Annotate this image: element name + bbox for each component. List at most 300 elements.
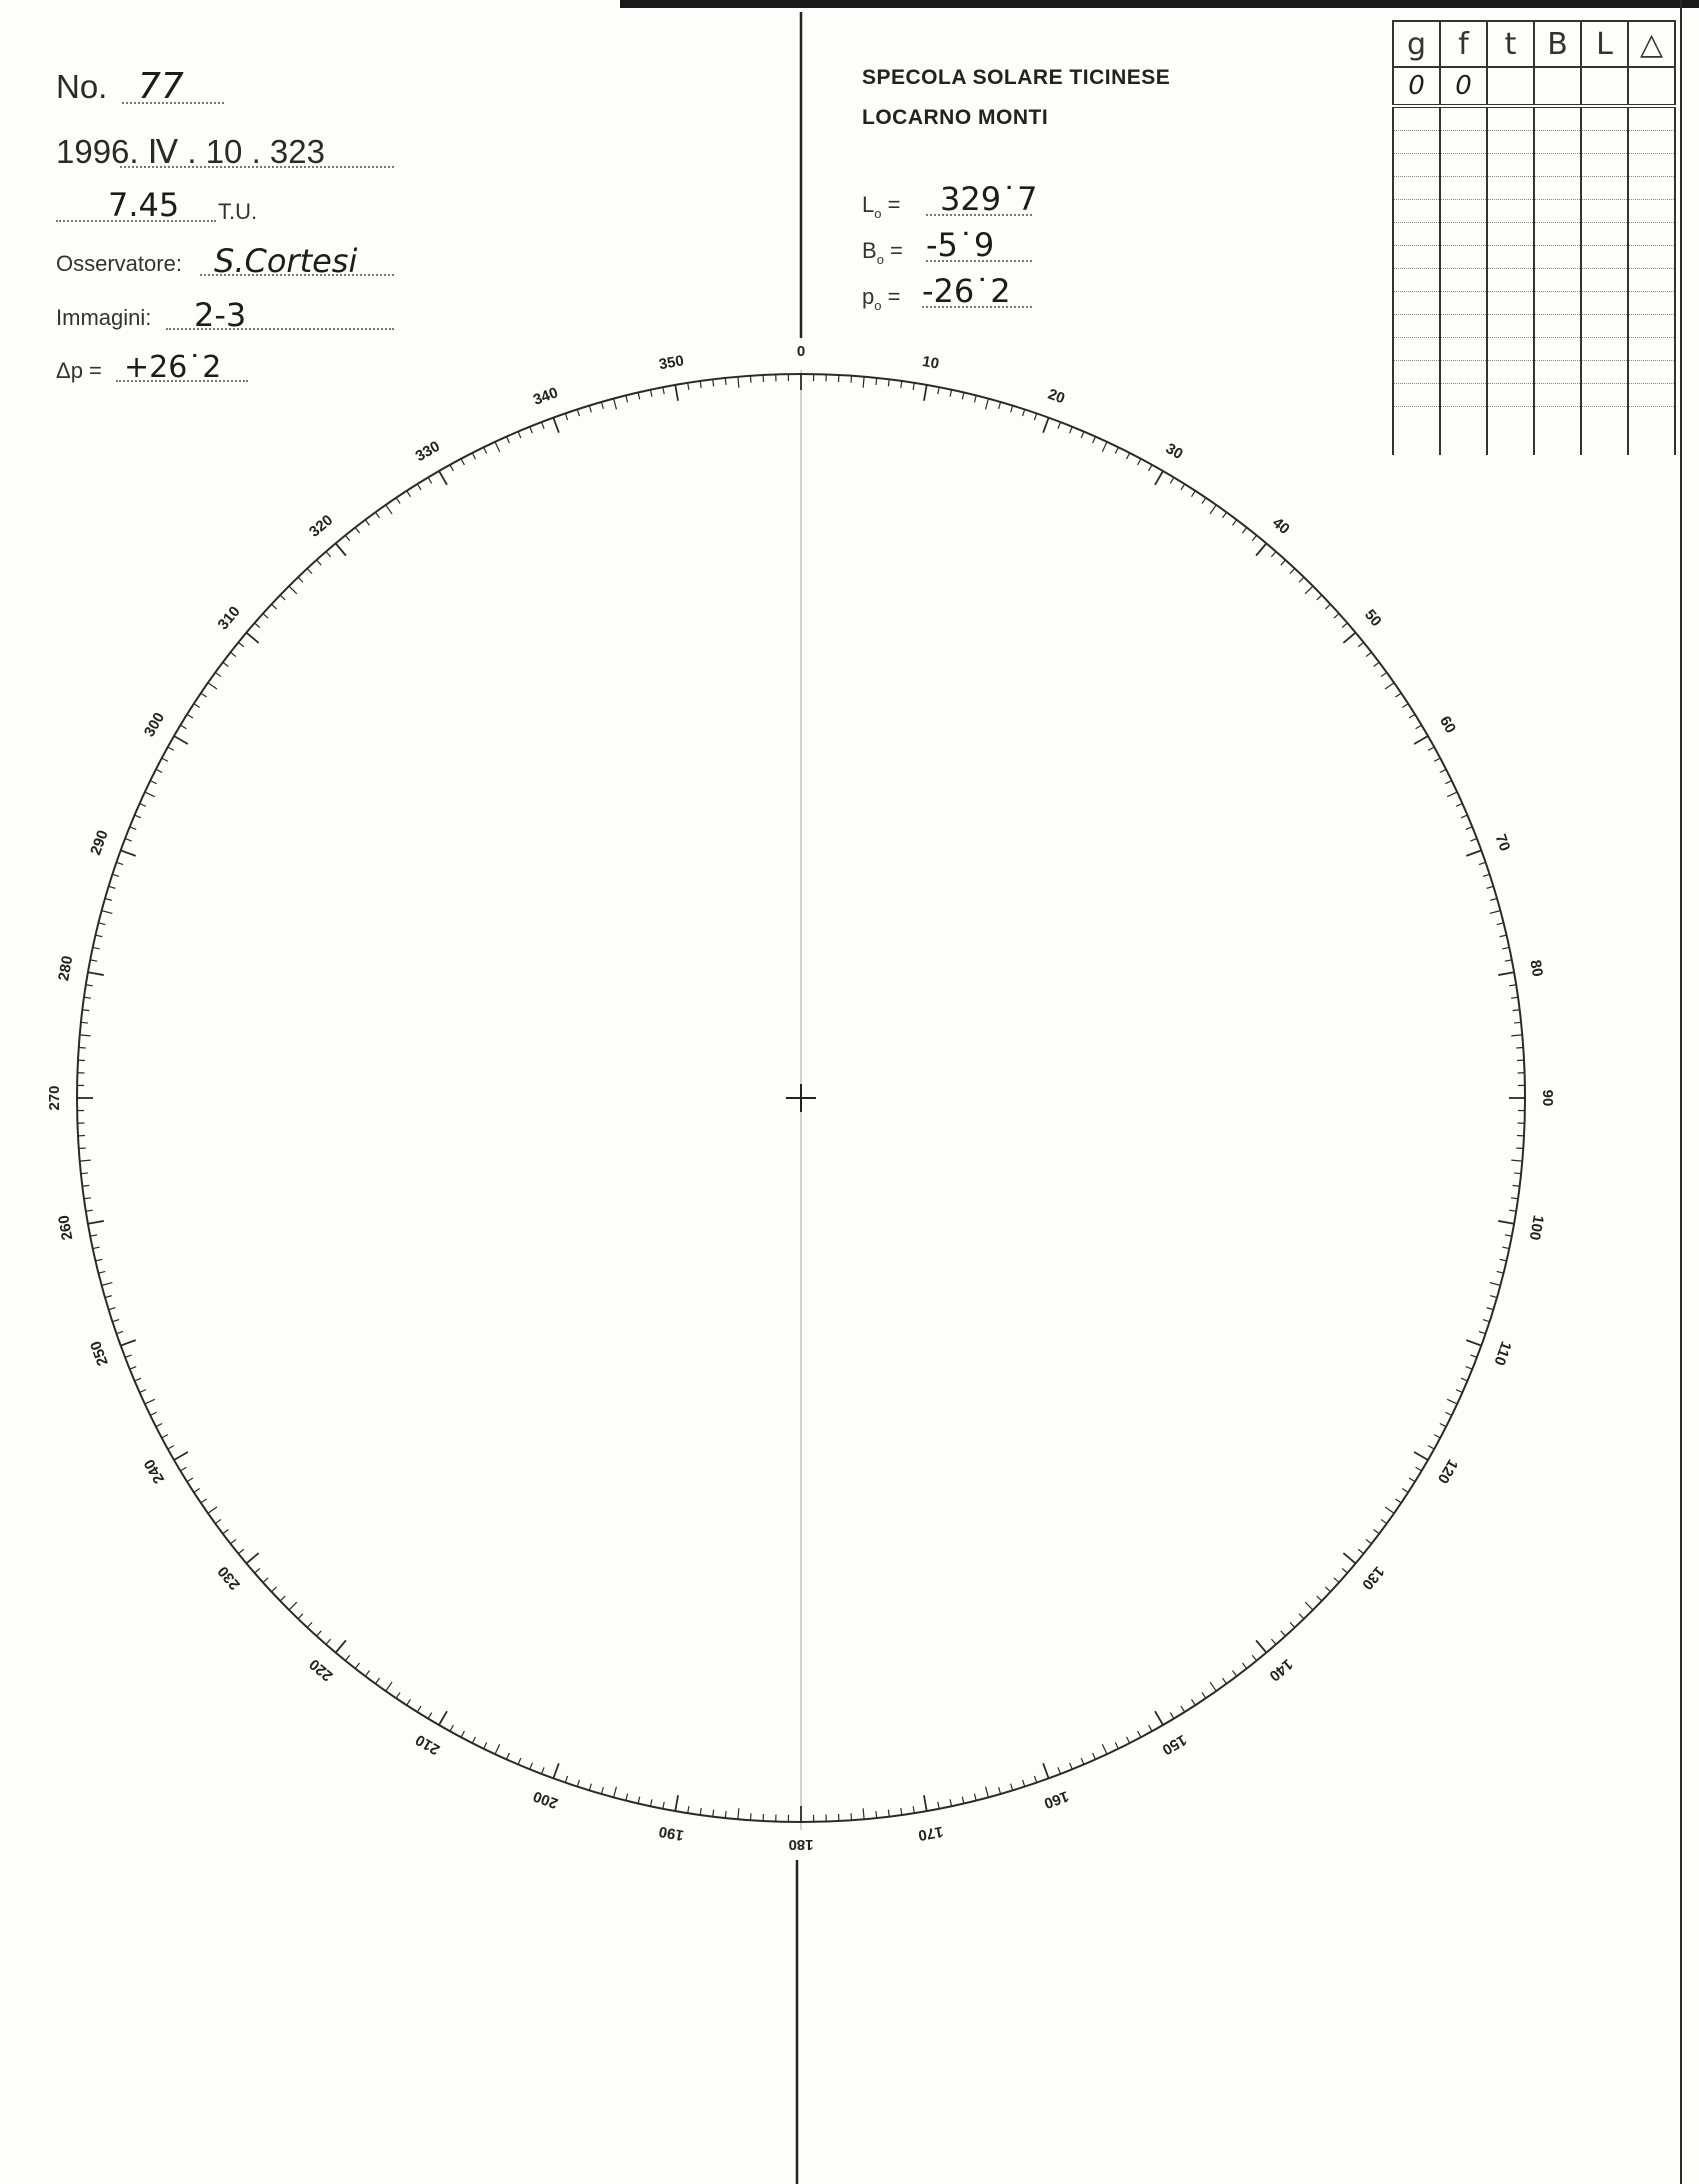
dial-tick bbox=[1497, 923, 1504, 925]
dial-tick bbox=[150, 1412, 156, 1415]
p0-label: $p_o$ = bbox=[862, 284, 901, 313]
dial-tick bbox=[614, 1787, 617, 1798]
dial-label: 210 bbox=[412, 1730, 443, 1759]
dial-tick bbox=[725, 378, 726, 385]
dial-label: 110 bbox=[1490, 1339, 1515, 1368]
dial-tick bbox=[1317, 595, 1322, 600]
dial-tick bbox=[974, 396, 976, 403]
dial-tick bbox=[90, 960, 97, 961]
dial-label: 130 bbox=[1358, 1562, 1388, 1593]
dial-label: 40 bbox=[1269, 514, 1293, 538]
dial-tick bbox=[194, 704, 200, 708]
grid-header-cell: f bbox=[1440, 21, 1487, 67]
dial-tick bbox=[375, 1678, 379, 1684]
dial-tick bbox=[1445, 1412, 1451, 1415]
number-label: No. bbox=[56, 68, 108, 105]
dial-tick bbox=[589, 1784, 591, 1791]
dial-tick bbox=[1456, 804, 1462, 807]
dial-tick bbox=[298, 1614, 303, 1619]
dial-tick bbox=[105, 898, 112, 900]
dial-tick bbox=[1498, 972, 1514, 975]
dial-label: 100 bbox=[1525, 1213, 1547, 1242]
dial-tick bbox=[145, 792, 155, 797]
dial-tick bbox=[1290, 568, 1295, 573]
dial-tick bbox=[386, 1682, 392, 1691]
dial-tick bbox=[1127, 453, 1130, 459]
dial-tick bbox=[1409, 1478, 1415, 1482]
dial-tick bbox=[1210, 505, 1216, 514]
dial-tick bbox=[215, 1519, 221, 1523]
dial-tick bbox=[1081, 1758, 1084, 1764]
dial-tick bbox=[1511, 997, 1518, 998]
dial-tick bbox=[271, 604, 276, 609]
dial-tick bbox=[1149, 1725, 1152, 1731]
dial-label: 300 bbox=[140, 709, 169, 740]
dial-tick bbox=[93, 947, 100, 948]
dial-tick bbox=[289, 586, 297, 594]
dial-tick bbox=[713, 379, 714, 386]
dial-tick bbox=[125, 1355, 132, 1358]
dial-tick bbox=[1511, 1160, 1522, 1161]
dial-tick bbox=[80, 1160, 91, 1161]
dial-tick bbox=[386, 505, 392, 514]
dial-tick bbox=[913, 1806, 914, 1813]
grid-cell: 0 bbox=[1440, 67, 1487, 106]
b0-value: -5˙9 bbox=[926, 226, 995, 264]
dial-tick bbox=[638, 1797, 640, 1804]
dial-tick bbox=[1170, 1713, 1174, 1719]
dial-label: 220 bbox=[306, 1655, 337, 1685]
dial-tick bbox=[1058, 422, 1061, 429]
dial-tick bbox=[417, 484, 421, 490]
dial-tick bbox=[145, 1399, 155, 1404]
dial-tick bbox=[135, 1378, 141, 1381]
dial-tick bbox=[336, 1640, 346, 1652]
dial-tick bbox=[1181, 484, 1185, 490]
dial-tick bbox=[130, 827, 136, 830]
dial-tick bbox=[713, 1810, 714, 1817]
grid-header-cell: △ bbox=[1628, 21, 1675, 67]
dial-label: 160 bbox=[1041, 1787, 1071, 1812]
dial-tick bbox=[208, 1507, 217, 1513]
dial-tick bbox=[1093, 437, 1096, 443]
time-unit: T.U. bbox=[218, 199, 258, 224]
dial-tick bbox=[1334, 1578, 1339, 1583]
dial-tick bbox=[1509, 985, 1516, 986]
dial-tick bbox=[174, 1452, 188, 1460]
dial-tick bbox=[863, 377, 864, 388]
time-value: 7.45 bbox=[108, 186, 180, 224]
dial-tick bbox=[1256, 1640, 1266, 1652]
dial-tick bbox=[116, 862, 123, 864]
dial-label: 20 bbox=[1045, 385, 1068, 408]
dial-tick bbox=[86, 1210, 93, 1211]
dial-tick bbox=[1281, 1631, 1286, 1636]
dial-tick bbox=[484, 1742, 487, 1748]
dial-label: 340 bbox=[531, 384, 561, 409]
dial-tick bbox=[1271, 1639, 1276, 1644]
date-value: 1996. Ⅳ . 10 . 323 bbox=[56, 133, 325, 170]
dial-tick bbox=[1440, 769, 1446, 772]
dial-tick bbox=[601, 402, 603, 409]
dial-tick bbox=[1192, 491, 1196, 497]
dial-tick bbox=[1081, 432, 1084, 438]
dial-tick bbox=[336, 543, 346, 555]
dial-tick bbox=[888, 379, 889, 386]
dial-tick bbox=[1497, 1271, 1504, 1273]
dial-tick bbox=[1490, 1296, 1497, 1298]
dial-tick bbox=[738, 1808, 739, 1819]
dial-tick bbox=[1447, 792, 1457, 797]
dial-tick bbox=[121, 1340, 136, 1345]
dial-tick bbox=[1043, 1763, 1048, 1778]
dial-tick bbox=[650, 390, 651, 397]
dial-tick bbox=[1466, 1340, 1481, 1345]
images-value: 2-3 bbox=[194, 296, 247, 334]
dial-tick bbox=[1138, 1731, 1141, 1737]
dial-label: 330 bbox=[412, 437, 443, 466]
dial-tick bbox=[1011, 406, 1013, 413]
dial-tick bbox=[428, 477, 432, 483]
dial-tick bbox=[187, 1478, 193, 1482]
dial-tick bbox=[263, 1578, 268, 1583]
dial-tick bbox=[614, 399, 617, 410]
dial-tick bbox=[1115, 447, 1118, 453]
dial-tick bbox=[162, 758, 168, 761]
l0-value: 329˙7 bbox=[940, 180, 1038, 218]
dial-tick bbox=[317, 1631, 322, 1636]
dial-tick bbox=[317, 560, 322, 565]
dial-tick bbox=[1381, 1519, 1387, 1523]
dial-tick bbox=[950, 390, 951, 397]
dial-tick bbox=[1342, 1568, 1347, 1573]
dial-tick bbox=[168, 747, 174, 750]
dial-tick bbox=[962, 1797, 964, 1804]
dial-tick bbox=[577, 409, 579, 416]
dial-tick bbox=[450, 1725, 453, 1731]
dial-tick bbox=[663, 387, 664, 394]
dial-label: 90 bbox=[1539, 1089, 1557, 1107]
b0-label: $B_o$ = bbox=[862, 238, 903, 267]
dial-tick bbox=[1358, 642, 1363, 646]
dial-tick bbox=[82, 1010, 89, 1011]
dial-tick bbox=[738, 377, 739, 388]
dial-tick bbox=[1281, 560, 1286, 565]
dial-label: 260 bbox=[55, 1213, 77, 1242]
dial-tick bbox=[238, 642, 243, 646]
observer-label: Osservatore: bbox=[56, 251, 182, 276]
dial-tick bbox=[553, 1763, 558, 1778]
dial-tick bbox=[1192, 1699, 1196, 1705]
dial-tick bbox=[484, 447, 487, 453]
dial-tick bbox=[215, 672, 221, 676]
dial-tick bbox=[888, 1810, 889, 1817]
grid-header-cell: g bbox=[1393, 21, 1440, 67]
dial-tick bbox=[999, 1787, 1001, 1794]
dial-tick bbox=[518, 1758, 521, 1764]
dial-tick bbox=[1434, 758, 1440, 761]
dial-tick bbox=[589, 406, 591, 413]
dial-tick bbox=[1505, 1235, 1512, 1236]
dial-tick bbox=[1440, 1424, 1446, 1427]
dial-tick bbox=[1513, 1010, 1520, 1011]
dial-tick bbox=[1299, 1614, 1304, 1619]
dial-label: 270 bbox=[45, 1085, 63, 1111]
dial-tick bbox=[1366, 1539, 1372, 1543]
dial-tick bbox=[255, 623, 260, 628]
dial-tick bbox=[326, 552, 331, 557]
dial-tick bbox=[1043, 418, 1048, 433]
dial-tick bbox=[542, 422, 545, 429]
dial-tick bbox=[1470, 1355, 1477, 1358]
delta-p-value: +26˙2 bbox=[124, 350, 222, 385]
dial-tick bbox=[1502, 947, 1509, 948]
dial-tick bbox=[1155, 471, 1163, 485]
dial-tick bbox=[112, 1320, 119, 1322]
dial-tick bbox=[263, 614, 268, 619]
dial-tick bbox=[663, 1802, 664, 1809]
dial-tick bbox=[725, 1811, 726, 1818]
dial-tick bbox=[461, 1731, 464, 1737]
dial-tick bbox=[1034, 413, 1036, 420]
dial-tick bbox=[495, 1744, 500, 1754]
dial-tick bbox=[1395, 1499, 1401, 1503]
dial-tick bbox=[1487, 1308, 1494, 1310]
dial-tick bbox=[180, 1467, 186, 1471]
dial-tick bbox=[298, 577, 303, 582]
dial-tick bbox=[1222, 1678, 1226, 1684]
dial-tick bbox=[913, 383, 914, 390]
dial-tick bbox=[530, 427, 533, 433]
dial-tick bbox=[112, 874, 119, 876]
dial-tick bbox=[1058, 1767, 1061, 1774]
dial-tick bbox=[688, 1806, 689, 1813]
dial-tick bbox=[96, 1259, 103, 1261]
dial-label: 240 bbox=[140, 1456, 169, 1487]
dial-tick bbox=[1290, 1622, 1295, 1627]
dial-tick bbox=[82, 1185, 89, 1186]
dial-tick bbox=[88, 1221, 104, 1224]
dial-tick bbox=[223, 662, 229, 666]
dial-tick bbox=[280, 595, 285, 600]
dial-tick bbox=[86, 985, 93, 986]
images-label: Immagini: bbox=[56, 305, 152, 330]
dial-tick bbox=[1513, 1185, 1520, 1186]
dial-tick bbox=[140, 1390, 146, 1393]
dial-label: 310 bbox=[214, 603, 244, 634]
dial-tick bbox=[345, 535, 349, 540]
dial-tick bbox=[461, 459, 464, 465]
dial-tick bbox=[84, 997, 91, 998]
dial-tick bbox=[345, 1655, 349, 1660]
dial-tick bbox=[1011, 1784, 1013, 1791]
dial-tick bbox=[1325, 1587, 1330, 1592]
dial-tick bbox=[507, 1753, 510, 1759]
dial-tick bbox=[986, 399, 989, 410]
dial-label: 70 bbox=[1491, 831, 1514, 854]
dial-tick bbox=[1514, 1173, 1521, 1174]
dial-tick bbox=[255, 1568, 260, 1573]
dial-tick bbox=[986, 1787, 989, 1798]
dial-tick bbox=[553, 418, 558, 433]
dial-tick bbox=[246, 633, 258, 643]
dial-tick bbox=[355, 1663, 359, 1669]
dial-tick bbox=[99, 923, 106, 925]
dial-tick bbox=[1305, 586, 1313, 594]
dial-tick bbox=[700, 1808, 701, 1815]
dial-tick bbox=[495, 442, 500, 452]
dial-tick bbox=[230, 1539, 236, 1543]
dial-tick bbox=[1402, 1489, 1408, 1493]
l0-label: $L_o$ = bbox=[862, 192, 901, 221]
dial-tick bbox=[530, 1763, 533, 1769]
dial-tick bbox=[428, 1713, 432, 1719]
dial-tick bbox=[472, 1737, 475, 1743]
dial-tick bbox=[1325, 604, 1330, 609]
dial-tick bbox=[626, 1794, 628, 1801]
dial-tick bbox=[1149, 465, 1152, 471]
dial-tick bbox=[289, 1602, 297, 1610]
dial-tick bbox=[601, 1787, 603, 1794]
dial-label: 30 bbox=[1162, 439, 1186, 464]
observatory-location: LOCARNO MONTI bbox=[862, 106, 1049, 129]
dial-tick bbox=[187, 714, 193, 718]
dial-tick bbox=[116, 1331, 123, 1333]
dial-tick bbox=[174, 736, 188, 744]
dial-tick bbox=[125, 839, 132, 842]
dial-tick bbox=[355, 527, 359, 533]
dial-tick bbox=[1490, 911, 1501, 914]
dial-tick bbox=[1466, 850, 1481, 855]
dial-tick bbox=[1490, 898, 1497, 900]
dial-tick bbox=[1242, 1663, 1246, 1669]
dial-tick bbox=[1514, 1022, 1521, 1023]
dial-label: 290 bbox=[87, 828, 112, 858]
dial-tick bbox=[565, 1776, 567, 1783]
dial-tick bbox=[1414, 1452, 1428, 1460]
dial-tick bbox=[1511, 1035, 1522, 1036]
dial-tick bbox=[1385, 1507, 1394, 1513]
dial-tick bbox=[208, 683, 217, 689]
dial-tick bbox=[1299, 577, 1304, 582]
dial-tick bbox=[1155, 1711, 1163, 1725]
dial-tick bbox=[700, 381, 701, 388]
dial-tick bbox=[1500, 1259, 1507, 1261]
dial-tick bbox=[1233, 1671, 1237, 1677]
dial-tick bbox=[1470, 839, 1477, 842]
dial-tick bbox=[1181, 1706, 1185, 1712]
dial-tick bbox=[375, 512, 379, 518]
dial-tick bbox=[1023, 1780, 1025, 1787]
dial-tick bbox=[1222, 512, 1226, 518]
dial-tick bbox=[150, 781, 156, 784]
dial-tick bbox=[246, 1553, 258, 1563]
dial-tick bbox=[1505, 960, 1512, 961]
dial-tick bbox=[1374, 1530, 1380, 1534]
dial-tick bbox=[417, 1706, 421, 1712]
dial-tick bbox=[901, 1808, 902, 1815]
grid-header-cell: B bbox=[1534, 21, 1581, 67]
dial-tick bbox=[1447, 1399, 1457, 1404]
dial-tick bbox=[1483, 874, 1490, 876]
dial-label: 190 bbox=[657, 1822, 686, 1844]
dial-tick bbox=[140, 804, 146, 807]
dial-tick bbox=[1502, 1247, 1509, 1248]
dial-tick bbox=[238, 1549, 243, 1553]
dial-tick bbox=[1445, 781, 1451, 784]
dial-tick bbox=[1416, 1467, 1422, 1471]
dial-tick bbox=[156, 769, 162, 772]
dial-tick bbox=[109, 1308, 116, 1310]
dial-tick bbox=[81, 1022, 88, 1023]
dial-tick bbox=[1366, 652, 1372, 656]
dial-tick bbox=[1414, 736, 1428, 744]
dial-label: 250 bbox=[87, 1338, 112, 1368]
dial-tick bbox=[1428, 1446, 1434, 1449]
dial-tick bbox=[1343, 633, 1355, 643]
dial-tick bbox=[1334, 614, 1339, 619]
delta-p-label: Δp = bbox=[56, 358, 102, 383]
dial-tick bbox=[99, 1271, 106, 1273]
dial-tick bbox=[1256, 543, 1266, 555]
dial-tick bbox=[1070, 1763, 1073, 1769]
dial-tick bbox=[1479, 1331, 1486, 1333]
dial-tick bbox=[194, 1489, 200, 1493]
dial-tick bbox=[688, 383, 689, 390]
dial-tick bbox=[924, 1795, 927, 1811]
dial-tick bbox=[1487, 886, 1494, 888]
dial-tick bbox=[1479, 862, 1486, 864]
dial-tick bbox=[938, 387, 939, 394]
observatory-name: SPECOLA SOLARE TICINESE bbox=[862, 66, 1171, 89]
dial-label: 150 bbox=[1159, 1730, 1190, 1759]
dial-tick bbox=[675, 1795, 678, 1811]
dial-tick bbox=[1395, 693, 1401, 697]
dial-tick bbox=[88, 972, 104, 975]
dial-tick bbox=[102, 911, 113, 914]
dial-tick bbox=[1271, 552, 1276, 557]
dial-label: 140 bbox=[1265, 1655, 1296, 1685]
dial-tick bbox=[81, 1173, 88, 1174]
dial-tick bbox=[974, 1794, 976, 1801]
dial-tick bbox=[365, 1671, 369, 1677]
dial-tick bbox=[162, 1435, 168, 1438]
dial-label: 170 bbox=[916, 1822, 945, 1844]
dial-tick bbox=[201, 1499, 207, 1503]
dial-tick bbox=[84, 1198, 91, 1199]
dial-tick bbox=[962, 393, 964, 400]
dial-tick bbox=[1115, 1742, 1118, 1748]
dial-tick bbox=[1358, 1549, 1363, 1553]
dial-tick bbox=[180, 725, 186, 729]
dial-tick bbox=[950, 1799, 951, 1806]
dial-tick bbox=[1466, 827, 1472, 830]
dial-label: 50 bbox=[1361, 606, 1385, 630]
dial-tick bbox=[1343, 1553, 1355, 1563]
dial-tick bbox=[223, 1530, 229, 1534]
dial-tick bbox=[1034, 1776, 1036, 1783]
grid-cell: 0 bbox=[1393, 67, 1440, 106]
dial-tick bbox=[1385, 683, 1394, 689]
grid-header-cell: L bbox=[1581, 21, 1628, 67]
dial-tick bbox=[102, 1283, 113, 1286]
dial-tick bbox=[901, 381, 902, 388]
dial-tick bbox=[1434, 1435, 1440, 1438]
dial-label: 60 bbox=[1435, 713, 1460, 737]
dial-tick bbox=[1416, 725, 1422, 729]
dial-tick bbox=[924, 385, 927, 401]
dial-tick bbox=[307, 568, 312, 573]
